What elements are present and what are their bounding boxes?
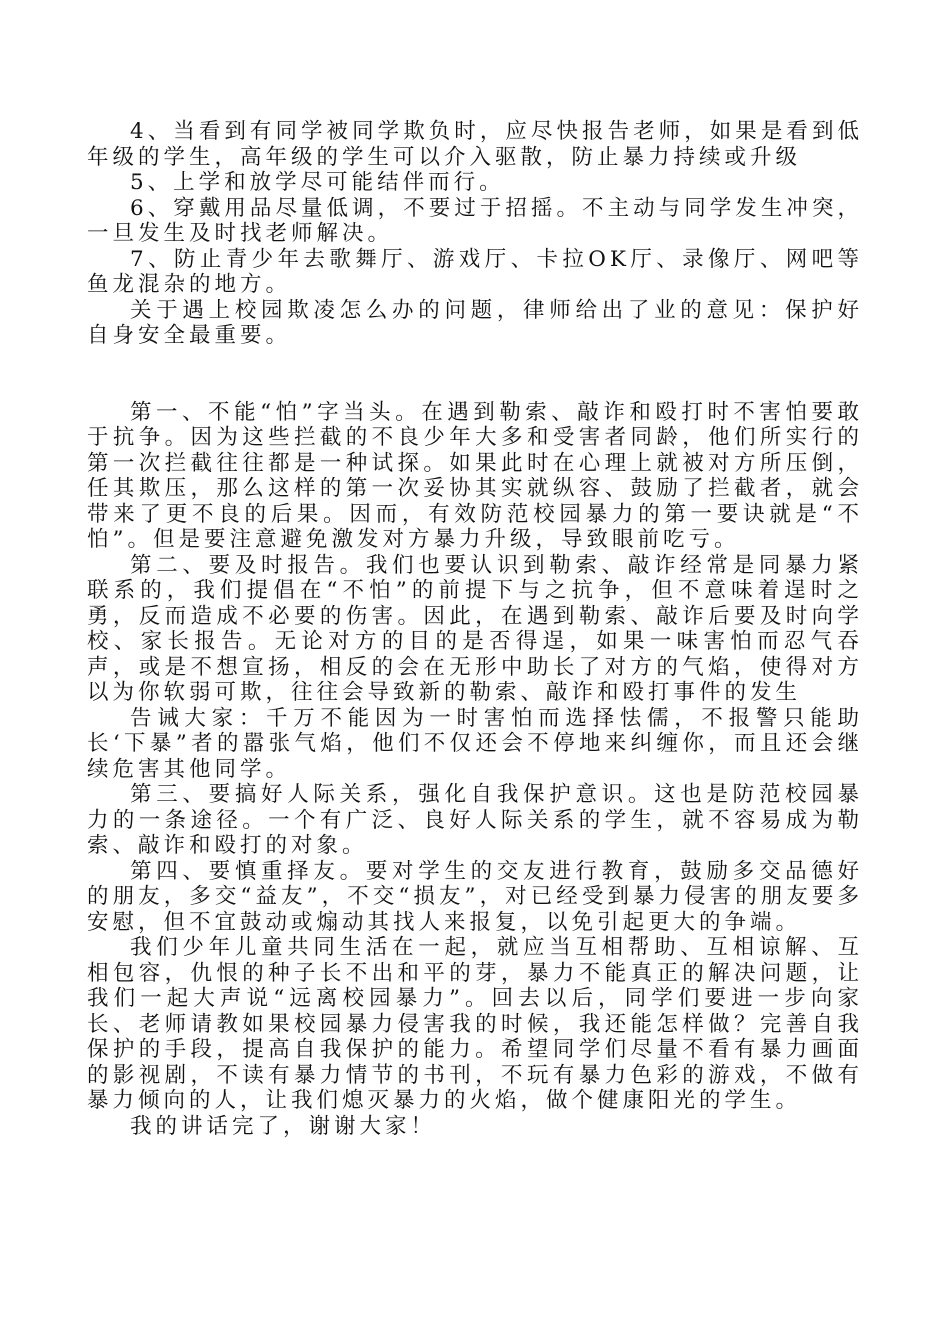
document-body xyxy=(87,119,863,1139)
paragraph-point-1: 第一、不能“怕”字当头。在遇到勒索、敲诈和殴打时不害怕要敢于抗争。因为这些拦截的不良少年大多和受害者同龄，他们所实行的第一次拦截往往都是一种试探。如果此时在心理上就被对方所压倒，任其欺压，那么这样的第一次妥协其实就纵容、鼓励了拦截者，就会带来了更不良的后果。因而，有效防范校园暴力的第一要诀就是“不怕”。但是要注意避免激发对方暴力升级，导致眼前吃亏。 xyxy=(87,399,863,552)
paragraph-advice-4: 4、当看到有同学被同学欺负时，应尽快报告老师，如果是看到低年级的学生，高年级的学生可以介入驱散，防止暴力持续或升级 xyxy=(87,119,863,170)
paragraph-gap xyxy=(87,349,863,400)
paragraph-point-2: 第二、要及时报告。我们也要认识到勒索、敲诈经常是同暴力紧联系的，我们提倡在“不怕”的前提下与之抗争，但不意味着逞时之勇，反而造成不必要的伤害。因此，在遇到勒索、敲诈后要及时向学校、家长报告。无论对方的目的是否得逞，如果一味害怕而忍气吞声，或是不想宣扬，相反的会在无形中助长了对方的气焰，使得对方以为你软弱可欺，往往会导致新的勒索、敲诈和殴打事件的发生 xyxy=(87,552,863,705)
paragraph-advice-5: 5、上学和放学尽可能结伴而行。 xyxy=(130,170,505,195)
paragraph-warning: 告诫大家：千万不能因为一时害怕而选择怯儒，不报警只能助长‘下暴”者的嚣张气焰，他们不仅还会不停地来纠缠你，而且还会继续危害其他同学。 xyxy=(87,705,863,782)
paragraph-lawyer-opinion: 关于遇上校园欺凌怎么办的问题，律师给出了业的意见：保护好自身安全最重要。 xyxy=(87,297,863,348)
paragraph-closing: 我的讲话完了，谢谢大家！ xyxy=(130,1113,437,1139)
paragraph-conclusion: 我们少年儿童共同生活在一起，就应当互相帮助、互相谅解、互相包容，仇恨的种子长不出和平的芽，暴力不能真正的解决问题，让我们一起大声说“远离校园暴力”。回去以后，同学们要进一步向家长、老师请教如果校园暴力侵害我的时候，我还能怎样做？完善自我保护的手段，提高自我保护的能力。希望同学们尽量不看有暴力画面的影视剧，不读有暴力情节的书刊，不玩有暴力色彩的游戏，不做有暴力倾向的人，让我们熄灭暴力的火焰，做个健康阳光的学生。 xyxy=(87,935,863,1113)
paragraph-advice-6: 6、穿戴用品尽量低调，不要过于招摇。不主动与同学发生冲突，一旦发生及时找老师解决。 xyxy=(87,195,863,246)
paragraph-advice-7: 7、防止青少年去歌舞厅、游戏厅、卡拉OK厅、录像厅、网吧等鱼龙混杂的地方。 xyxy=(87,246,863,297)
paragraph-point-4: 第四、要慎重择友。要对学生的交友进行教育，鼓励多交品德好的朋友，多交“益友”，不交“损友”，对已经受到暴力侵害的朋友要多安慰，但不宜鼓动或煽动其找人来报复，以免引起更大的争端。 xyxy=(87,858,864,935)
paragraph-point-3: 第三、要搞好人际关系，强化自我保护意识。这也是防范校园暴力的一条途径。一个有广泛、良好人际关系的学生，就不容易成为勒索、敲诈和殴打的对象。 xyxy=(87,782,863,858)
